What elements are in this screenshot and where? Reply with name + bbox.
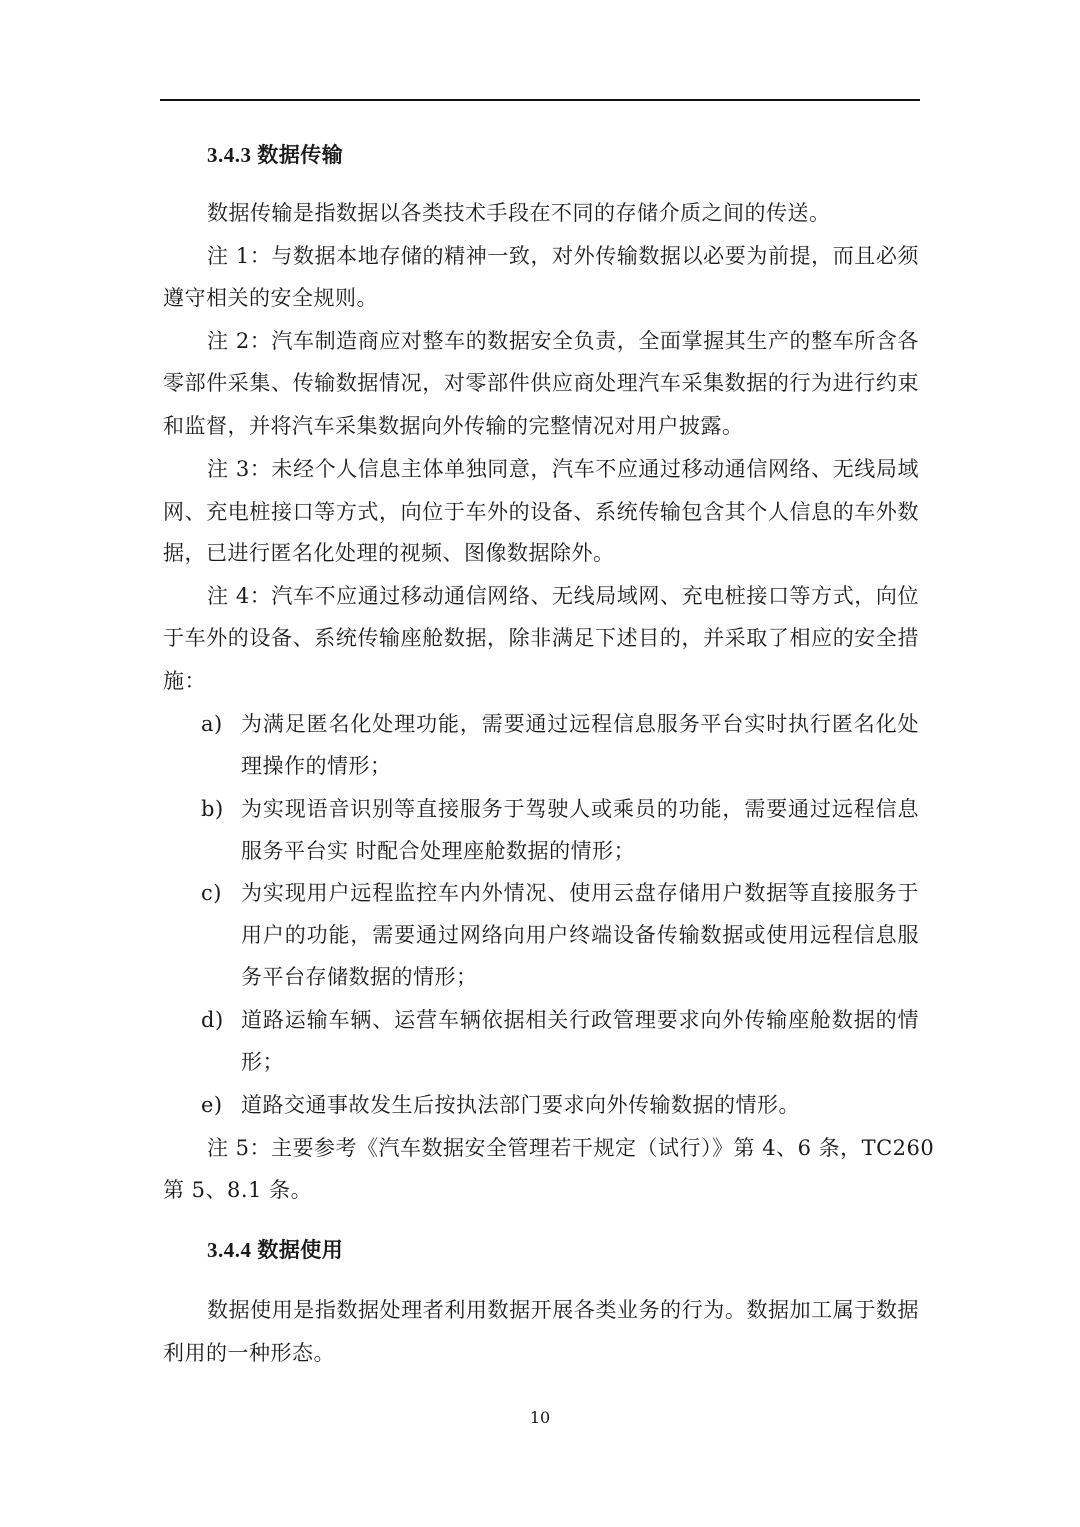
list-marker: c) [201,881,222,905]
text-line: 零部件采集、传输数据情况，对零部件供应商处理汽车采集数据的行为进行约束 [163,371,919,395]
text-line: 于车外的设备、系统传输座舱数据，除非满足下述目的，并采取了相应的安全措 [163,626,919,650]
text-line: 注 4：汽车不应通过移动通信网络、无线局域网、充电桩接口等方式，向位 [207,584,919,608]
text-line: 数据使用是指数据处理者利用数据开展各类业务的行为。数据加工属于数据 [207,1298,919,1322]
text-line: 注 2：汽车制造商应对整车的数据安全负责，全面掌握其生产的整车所含各 [207,329,919,353]
text-line: 务平台存储数据的情形； [241,965,478,989]
text-line: 为实现语音识别等直接服务于驾驶人或乘员的功能，需要通过远程信息 [241,797,919,821]
text-line: 和监督，并将汽车采集数据向外传输的完整情况对用户披露。 [163,414,744,438]
list-marker: a) [201,712,223,736]
page-number: 10 [529,1408,551,1427]
text-line: 道路运输车辆、运营车辆依据相关行政管理要求向外传输座舱数据的情 [241,1008,919,1032]
list-marker: e) [201,1093,223,1117]
section-heading: 3.4.4 数据使用 [207,1238,344,1262]
text-line: 第 5、8.1 条。 [163,1178,313,1202]
text-line: 据，已进行匿名化处理的视频、图像数据除外。 [163,541,615,565]
text-line: 服务平台实 时配合处理座舱数据的情形； [241,839,636,863]
text-line: 数据传输是指数据以各类技术手段在不同的存储介质之间的传送。 [207,201,831,225]
text-line: 为实现用户远程监控车内外情况、使用云盘存储用户数据等直接服务于 [241,881,919,905]
text-line: 注 5：主要参考《汽车数据安全管理若干规定（试行）》第 4、6 条，TC260 [207,1136,935,1160]
section-heading: 3.4.3 数据传输 [207,143,344,167]
text-line: 为满足匿名化处理功能，需要通过远程信息服务平台实时执行匿名化处 [241,712,919,736]
text-line: 利用的一种形态。 [163,1341,335,1365]
text-line: 遵守相关的安全规则。 [163,286,378,310]
text-line: 注 3：未经个人信息主体单独同意，汽车不应通过移动通信网络、无线局域 [207,457,919,481]
text-line: 注 1：与数据本地存储的精神一致，对外传输数据以必要为前提，而且必须 [207,244,919,268]
list-marker: d) [201,1008,224,1032]
text-line: 网、充电桩接口等方式，向位于车外的设备、系统传输包含其个人信息的车外数 [163,500,919,524]
text-line: 用户的功能，需要通过网络向用户终端设备传输数据或使用远程信息服 [241,923,919,947]
text-line: 形； [241,1050,284,1074]
text-line: 理操作的情形； [241,754,392,778]
header-rule [160,99,920,101]
text-line: 道路交通事故发生后按执法部门要求向外传输数据的情形。 [241,1093,800,1117]
text-line: 施： [163,669,206,693]
list-marker: b) [201,797,224,821]
